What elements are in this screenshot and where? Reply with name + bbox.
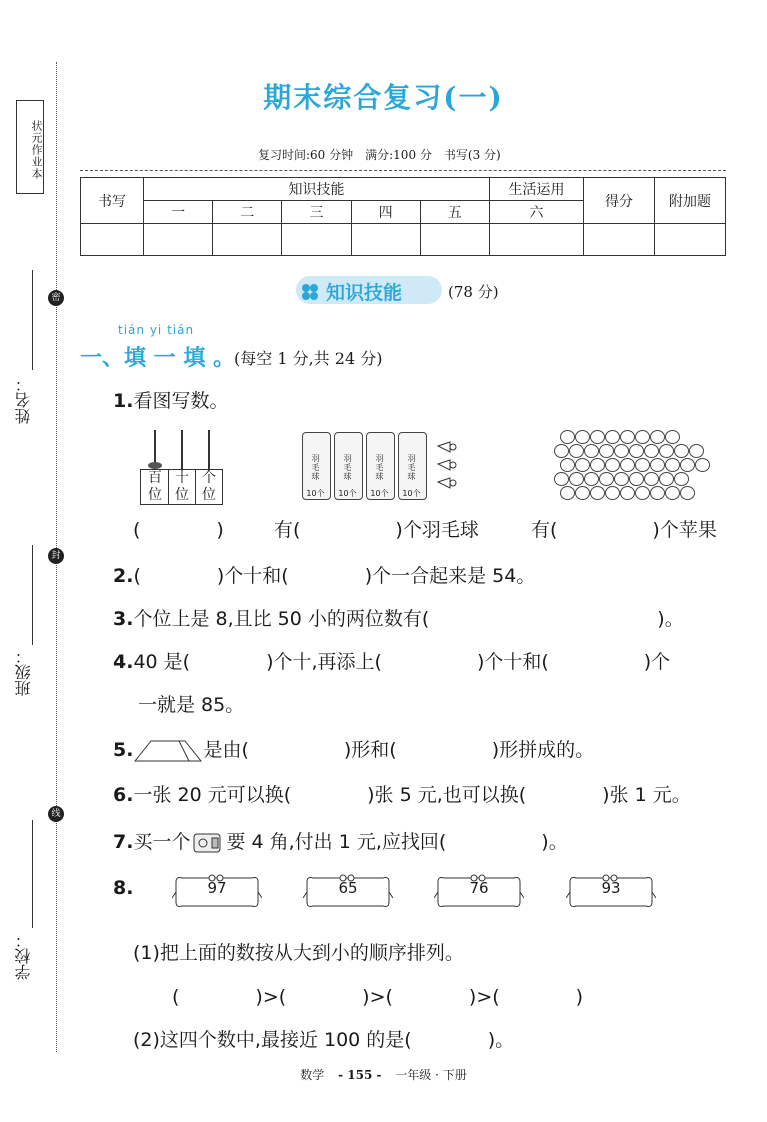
score-cell[interactable]: [351, 224, 420, 256]
abacus-label-hundreds: 百 位: [148, 470, 162, 503]
question-number: 6.: [113, 784, 134, 806]
score-cell[interactable]: [144, 224, 213, 256]
col-writing: 书写: [81, 178, 144, 224]
question-5[interactable]: [113, 735, 594, 763]
can-label: 羽 毛 球: [311, 454, 320, 481]
question-text: 要 4 角,付出 1 元,应找回( )。: [226, 831, 568, 853]
number-sign: [172, 872, 262, 896]
apple-icon: [689, 444, 704, 458]
col-knowledge: 知识技能: [144, 178, 490, 201]
score-table: [80, 177, 726, 256]
question-8: [113, 877, 133, 899]
apple-icon: [650, 430, 665, 444]
apple-icon: [554, 444, 569, 458]
question-text: 是由( )形和( )形拼成的。: [203, 739, 595, 761]
apple-icon: [644, 444, 659, 458]
apple-icon: [620, 486, 635, 500]
page-footer: [0, 1066, 767, 1083]
can-count: 10个: [338, 489, 357, 498]
seal-xian-icon: 线: [48, 806, 64, 822]
apple-icon: [620, 430, 635, 444]
apple-icon: [650, 458, 665, 472]
can-count: 10个: [306, 489, 325, 498]
abacus-label-ones: 个 位: [202, 470, 216, 503]
section-pill-score: (78 分): [448, 283, 499, 301]
score-cell[interactable]: [213, 224, 282, 256]
abacus-label-tens: 十 位: [175, 470, 189, 503]
brand-label: 状元作业本: [16, 100, 44, 194]
sign-number: 76: [469, 879, 489, 897]
apple-icon: [605, 430, 620, 444]
apple-icon: [569, 444, 584, 458]
exam-info: 复习时间:60 分钟 满分:100 分 书写(3 分): [258, 148, 501, 162]
apple-icon: [665, 430, 680, 444]
subcol-2: 二: [213, 201, 282, 224]
number-sign: [303, 872, 393, 896]
school-label: 学校：: [14, 932, 33, 980]
question-6[interactable]: [113, 780, 691, 807]
class-label: 班级：: [14, 648, 33, 696]
apple-icon: [695, 458, 710, 472]
apple-icon: [614, 472, 629, 486]
apple-icon: [650, 486, 665, 500]
school-field[interactable]: [32, 820, 33, 928]
shuttlecock-icon: [434, 440, 460, 496]
apple-icon: [560, 486, 575, 500]
apple-icon: [554, 472, 569, 486]
subcol-5: 五: [420, 201, 489, 224]
apple-icon: [590, 486, 605, 500]
q1-answer-a[interactable]: ( ): [133, 519, 224, 541]
question-8-1-blanks[interactable]: ( )>( )>( )>( ): [172, 986, 584, 1008]
sign-number: 93: [601, 879, 621, 897]
apple-icon: [584, 444, 599, 458]
question-3[interactable]: [113, 604, 684, 631]
apple-icon: [590, 430, 605, 444]
question-4[interactable]: [113, 647, 670, 674]
abacus-figure: [140, 430, 224, 506]
question-text: 一张 20 元可以换( )张 5 元,也可以换( )张 1 元。: [133, 784, 691, 806]
name-label: 姓名：: [14, 376, 33, 424]
pencil-sharpener-icon: [190, 828, 226, 858]
can-count: 10个: [402, 489, 421, 498]
question-number: 4.: [113, 651, 134, 673]
question-8-2[interactable]: (2)这四个数中,最接近 100 的是( )。: [133, 1029, 515, 1051]
apple-icon: [629, 444, 644, 458]
sign-number: 97: [207, 879, 227, 897]
apple-icon: [629, 472, 644, 486]
question-text: 40 是( )个十,再添上( )个十和( )个: [133, 651, 671, 673]
q1-answer-b[interactable]: 有( )个羽毛球: [274, 519, 479, 541]
apple-icon: [635, 486, 650, 500]
name-field[interactable]: [32, 270, 33, 370]
apple-icon: [620, 458, 635, 472]
q1-answer-c[interactable]: 有( )个苹果: [531, 519, 717, 541]
apple-icon: [599, 472, 614, 486]
score-cell[interactable]: [490, 224, 584, 256]
section-pill-label: 知识技能: [326, 282, 403, 304]
can-label: 羽 毛 球: [375, 454, 384, 481]
score-cell[interactable]: [81, 224, 144, 256]
page-number: - 155 -: [338, 1068, 382, 1082]
question-number: 2.: [113, 565, 134, 587]
apple-icon: [569, 472, 584, 486]
apple-icon: [674, 472, 689, 486]
shuttlecock-figure: [302, 432, 462, 504]
can-label: 羽 毛 球: [407, 454, 416, 481]
col-life: 生活运用: [490, 178, 584, 201]
apple-icon: [614, 444, 629, 458]
question-4-cont: 一就是 85。: [138, 694, 245, 716]
apple-icon: [644, 472, 659, 486]
apple-icon: [575, 486, 590, 500]
sign-number: 65: [338, 879, 358, 897]
number-sign: [434, 872, 524, 896]
subcol-3: 三: [282, 201, 351, 224]
footer-subject: 数学: [300, 1068, 325, 1082]
section-pinyin: tián yi tián: [118, 323, 195, 337]
question-number: 3.: [113, 608, 134, 630]
question-7[interactable]: [113, 827, 568, 858]
question-number: 7.: [113, 831, 134, 853]
col-extra: 附加题: [655, 178, 726, 224]
section-note: (每空 1 分,共 24 分): [234, 349, 383, 368]
question-text: 个位上是 8,且比 50 小的两位数有( )。: [133, 608, 684, 630]
number-sign: [566, 872, 656, 896]
subcol-6: 六: [490, 201, 584, 224]
question-2[interactable]: [113, 561, 535, 588]
apple-icon: [575, 430, 590, 444]
divider: [80, 170, 726, 171]
question-text: ( )个十和( )个一合起来是 54。: [133, 565, 536, 587]
question-1: [113, 386, 228, 413]
apple-icon: [680, 458, 695, 472]
apple-icon: [575, 458, 590, 472]
apple-icon: [665, 458, 680, 472]
question-number: 8.: [113, 877, 134, 899]
question-number: 1.: [113, 390, 134, 412]
question-text: 看图写数。: [133, 390, 229, 412]
seal-mi-icon: 密: [48, 290, 64, 306]
score-cell[interactable]: [584, 224, 655, 256]
apple-icon: [680, 486, 695, 500]
apple-icon: [560, 458, 575, 472]
apple-figure: [550, 430, 710, 502]
question-pre: 买一个: [133, 831, 191, 853]
subcol-1: 一: [144, 201, 213, 224]
number-signs: [172, 872, 672, 914]
subcol-4: 四: [351, 201, 420, 224]
score-cell[interactable]: [282, 224, 351, 256]
section-heading: 一、填 一 填 。: [80, 346, 235, 371]
apple-icon: [590, 458, 605, 472]
apple-icon: [599, 444, 614, 458]
score-cell[interactable]: [655, 224, 726, 256]
apple-icon: [659, 444, 674, 458]
question-number: 5.: [113, 739, 134, 761]
apple-icon: [659, 472, 674, 486]
apple-icon: [665, 486, 680, 500]
page-title: 期末综合复习(一): [263, 81, 504, 114]
apple-icon: [605, 458, 620, 472]
apple-icon: [584, 472, 599, 486]
col-score: 得分: [584, 178, 655, 224]
seal-feng-icon: 封: [48, 548, 64, 564]
class-field[interactable]: [32, 545, 33, 645]
apple-icon: [560, 430, 575, 444]
score-cell[interactable]: [420, 224, 489, 256]
footer-grade: 一年级 · 下册: [395, 1068, 467, 1082]
apple-icon: [635, 458, 650, 472]
question-8-1: (1)把上面的数按从大到小的顺序排列。: [133, 942, 464, 964]
apple-icon: [674, 444, 689, 458]
apple-icon: [635, 430, 650, 444]
apple-icon: [605, 486, 620, 500]
can-label: 羽 毛 球: [343, 454, 352, 481]
can-count: 10个: [370, 489, 389, 498]
trapezoid-icon: [133, 739, 203, 763]
clover-icon: [300, 282, 320, 302]
